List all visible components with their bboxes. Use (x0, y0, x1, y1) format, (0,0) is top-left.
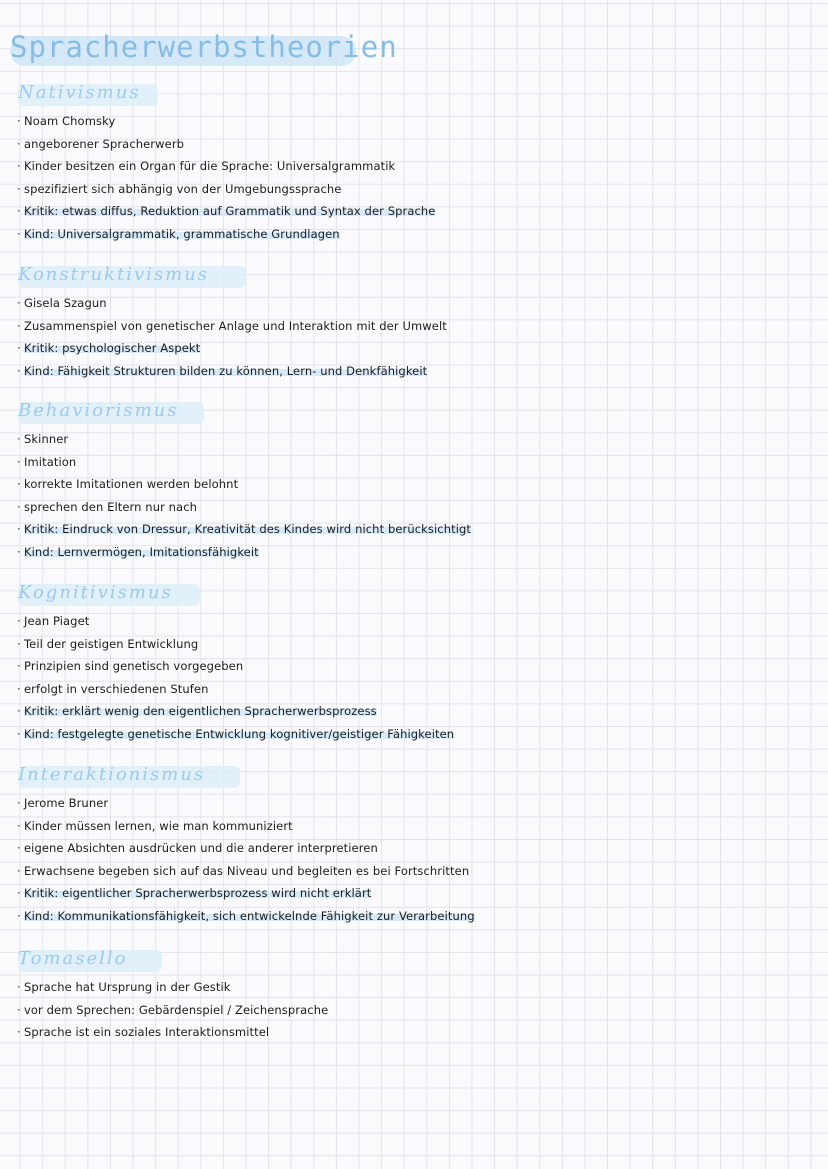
list-item-kritik: · Kritik: erklärt wenig den eigentlichen Spracherwerbsprozess (18, 700, 808, 723)
list-item: · vor dem Sprechen: Gebärdenspiel / Zeichensprache (18, 999, 808, 1022)
section-kognitivismus (18, 580, 808, 746)
list-item-kritik: · Kritik: etwas diffus, Reduktion auf Grammatik und Syntax der Sprache (18, 200, 808, 223)
list-item-kind: · Kind: Fähigkeit Strukturen bilden zu können, Lern- und Denkfähigkeit (18, 360, 808, 383)
list-item: · Teil der geistigen Entwicklung (18, 633, 808, 656)
list-item: · Imitation (18, 451, 808, 474)
list-item: · Prinzipien sind genetisch vorgegeben (18, 655, 808, 678)
list-item: · Skinner (18, 428, 808, 451)
section-nativismus (18, 80, 808, 246)
list-item: · Zusammenspiel von genetischer Anlage und Interaktion mit der Umwelt (18, 315, 808, 338)
list-item-kritik: · Kritik: Eindruck von Dressur, Kreativität des Kindes wird nicht berücksichtigt (18, 518, 808, 541)
list-item-kind: · Kind: Universalgrammatik, grammatische Grundlagen (18, 223, 808, 246)
section-heading: Interaktionismus (18, 764, 206, 785)
list-item: · Gisela Szagun (18, 292, 808, 315)
list-item: · Sprache hat Ursprung in der Gestik (18, 976, 808, 999)
section-heading: Konstruktivismus (18, 264, 210, 285)
list-item-kritik: · Kritik: eigentlicher Spracherwerbsprozess wird nicht erklärt (18, 882, 808, 905)
list-item: · sprechen den Eltern nur nach (18, 496, 808, 519)
section-interaktionismus (18, 762, 808, 928)
list-item: · Erwachsene begeben sich auf das Niveau und begleiten es bei Fortschritten (18, 860, 808, 883)
section-heading: Behaviorismus (18, 400, 179, 421)
section-heading: Tomasello (18, 948, 128, 969)
list-item: · erfolgt in verschiedenen Stufen (18, 678, 808, 701)
section-tomasello (18, 946, 808, 1044)
list-item: · Jean Piaget (18, 610, 808, 633)
section-behaviorismus (18, 398, 808, 564)
list-item: · spezifiziert sich abhängig von der Umgebungssprache (18, 178, 808, 201)
list-item-kind: · Kind: festgelegte genetische Entwicklung kognitiver/geistiger Fähigkeiten (18, 723, 808, 746)
list-item: · eigene Absichten ausdrücken und die anderer interpretieren (18, 837, 808, 860)
list-item: · Sprache ist ein soziales Interaktionsmittel (18, 1021, 808, 1044)
section-heading: Nativismus (18, 82, 141, 103)
list-item-kind: · Kind: Lernvermögen, Imitationsfähigkeit (18, 541, 808, 564)
page-title: Spracherwerbstheorien (10, 30, 398, 64)
list-item: · Jerome Bruner (18, 792, 808, 815)
list-item: · Noam Chomsky (18, 110, 808, 133)
list-item: · korrekte Imitationen werden belohnt (18, 473, 808, 496)
list-item: · angeborener Spracherwerb (18, 133, 808, 156)
title-block (10, 28, 398, 66)
list-item-kritik: · Kritik: psychologischer Aspekt (18, 337, 808, 360)
section-heading: Kognitivismus (18, 582, 173, 603)
list-item: · Kinder besitzen ein Organ für die Sprache: Universalgrammatik (18, 155, 808, 178)
list-item-kind: · Kind: Kommunikationsfähigkeit, sich entwickelnde Fähigkeit zur Verarbeitung (18, 905, 808, 928)
list-item: · Kinder müssen lernen, wie man kommuniziert (18, 815, 808, 838)
section-konstruktivismus (18, 262, 808, 382)
